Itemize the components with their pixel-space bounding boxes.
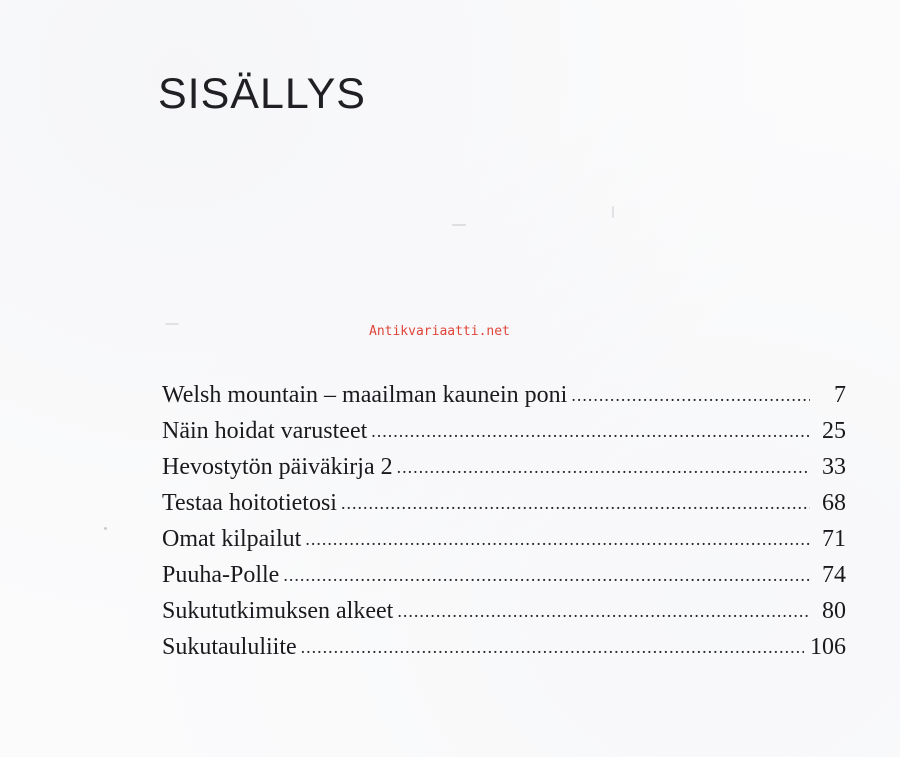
toc-entry [162, 490, 846, 526]
dot-leader [571, 385, 810, 406]
toc-entry-title: Welsh mountain – maailman kaunein poni [162, 382, 568, 408]
paper-speck [104, 527, 107, 530]
toc-entry-page: 68 [822, 490, 846, 516]
toc-entry-page: 74 [822, 562, 846, 588]
toc-entry [162, 598, 846, 634]
dot-leader [305, 529, 810, 550]
toc-entry [162, 562, 846, 598]
dot-leader [371, 421, 810, 442]
dot-leader [341, 493, 810, 514]
toc-entry [162, 382, 846, 418]
toc-entry-page: 80 [822, 598, 846, 624]
toc-entry-title: Omat kilpailut [162, 526, 302, 552]
toc-entry-title: Hevostytön päiväkirja 2 [162, 454, 393, 480]
toc-entry-page: 33 [822, 454, 846, 480]
dot-leader [301, 637, 804, 658]
toc-entry [162, 634, 846, 670]
toc-entry-title: Testaa hoitotietosi [162, 490, 337, 516]
toc-entry-title: Sukututkimuksen alkeet [162, 598, 394, 624]
toc-entry [162, 454, 846, 490]
toc-entry-title: Puuha-Polle [162, 562, 280, 588]
toc-entry-title: Näin hoidat varusteet [162, 418, 368, 444]
watermark-text: Antikvariaatti.net [369, 324, 510, 339]
dot-leader [397, 457, 810, 478]
toc-entry [162, 526, 846, 562]
toc-entry [162, 418, 846, 454]
table-of-contents [162, 382, 846, 670]
paper-speck [165, 323, 179, 325]
toc-entry-title: Sukutaululiite [162, 634, 297, 660]
dot-leader [283, 565, 810, 586]
toc-entry-page: 106 [810, 634, 846, 660]
paper-speck [612, 206, 614, 218]
page-title: SISÄLLYS [158, 70, 366, 118]
toc-entry-page: 7 [834, 382, 846, 408]
toc-entry-page: 71 [822, 526, 846, 552]
dot-leader [397, 601, 810, 622]
toc-entry-page: 25 [822, 418, 846, 444]
paper-speck [452, 224, 466, 226]
